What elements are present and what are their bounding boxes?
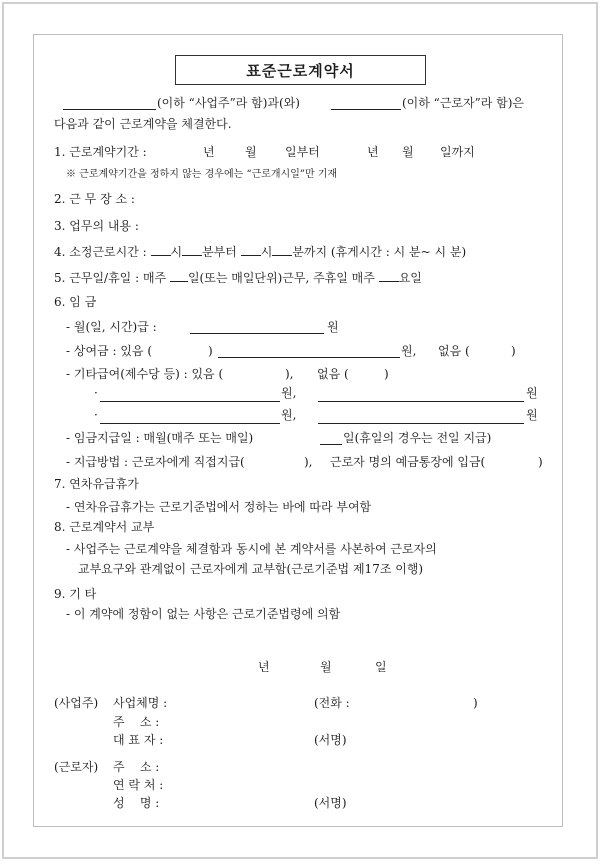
s6-other-close: ),	[285, 367, 294, 381]
s6-bonus-label: - 상여금 : 있음 (	[66, 344, 152, 358]
intro-line2: 다음과 같이 근로계약을 체결한다.	[54, 117, 232, 131]
worker-name-label: 성 명 :	[113, 796, 160, 810]
s1-day1: 일부터	[285, 145, 320, 159]
s1-month2: 월	[402, 145, 414, 159]
s6-other-dot2: ·	[94, 408, 98, 422]
s4-end-min-blank	[272, 244, 292, 256]
s1-day2: 일까지	[440, 145, 475, 159]
s6-payday-blank	[320, 433, 342, 445]
s6-method-label: - 지급방법 : 근로자에게 직접지급(	[66, 455, 245, 469]
worker-address-label: 주 소 :	[113, 760, 160, 774]
s6-method-bank-close: )	[538, 455, 543, 469]
s6-other-none-close: )	[384, 367, 389, 381]
employer-phone-close: )	[473, 696, 478, 710]
s4-row	[54, 244, 466, 259]
s3-label: 3. 업무의 내용 :	[54, 219, 139, 233]
s4-until-break: 분까지 (휴게시간 : 시 분~ 시 분)	[292, 245, 467, 259]
s6-other-item3-won: 원,	[281, 408, 297, 422]
s9-label: 9. 기 타	[54, 587, 97, 601]
employer-sign: (서명)	[314, 733, 347, 747]
s6-bonus-won: 원,	[401, 344, 417, 358]
s8-text1: - 사업주는 근로계약을 체결함과 동시에 본 계약서를 사본하여 근로자의	[66, 542, 437, 556]
s4-start-min-blank	[182, 244, 202, 256]
s1-month1: 월	[245, 145, 257, 159]
s6-bonus-none: 없음 (	[438, 344, 470, 358]
s4-hour2: 시	[260, 245, 273, 259]
s9-text: - 이 계약에 정함이 없는 사항은 근로기준법령에 의함	[66, 607, 341, 621]
s6-payday-note: 일(휴일의 경우는 전일 지급)	[343, 431, 492, 445]
s6-wage-unit: 원	[327, 320, 339, 334]
s4-from: 분부터	[202, 245, 241, 259]
worker-sign: (서명)	[314, 796, 347, 810]
s6-wage-label: - 월(일, 시간)급 :	[66, 320, 157, 334]
s6-wage-blank	[190, 322, 324, 334]
s1-label: 1. 근로계약기간 :	[54, 145, 147, 159]
s1-year2: 년	[367, 145, 379, 159]
s7-text: - 연차유급휴가는 근로기준법에서 정하는 바에 따라 부여함	[66, 500, 372, 514]
s6-method-bank: 근로자 명의 예금통장에 입금(	[330, 455, 486, 469]
s5-row	[54, 270, 422, 285]
s6-other-item1-won: 원,	[281, 386, 297, 400]
s6-bonus-none-close: )	[511, 344, 516, 358]
s6-other-item3-blank	[100, 412, 280, 424]
s6-other-item4-blank	[318, 412, 524, 424]
employer-role: (사업주)	[54, 696, 99, 710]
s6-bonus-close: )	[208, 344, 213, 358]
s5-label: 5. 근무일/휴일 : 매주	[54, 271, 170, 285]
s1-year1: 년	[203, 145, 215, 159]
sign-date-year: 년	[258, 660, 270, 674]
s2-label: 2. 근 무 장 소 :	[54, 192, 135, 206]
s6-payday-label: - 임금지급일 : 매월(매주 또는 매일)	[66, 431, 254, 445]
s5-holiday-blank	[379, 270, 399, 282]
s8-text2: 교부요구와 관계없이 근로자에게 교부함(근로기준법 제17조 이행)	[78, 562, 424, 576]
s6-other-item4-won: 원	[526, 408, 538, 422]
worker-name-blank	[331, 98, 401, 110]
s1-note: ※ 근로계약기간을 정하지 않는 경우에는 “근로개시일”만 기재	[66, 169, 338, 180]
s6-other-none: 없음 (	[317, 367, 349, 381]
document-title: 표준근로계약서	[175, 55, 426, 85]
worker-contact-label: 연 락 처 :	[113, 778, 164, 792]
employer-name-blank	[63, 98, 156, 110]
s5-weekday: 요일	[398, 271, 422, 285]
s4-start-hour-blank	[151, 244, 171, 256]
s7-label: 7. 연차유급휴가	[54, 477, 139, 491]
s5-days-blank	[170, 270, 188, 282]
worker-role: (근로자)	[54, 760, 99, 774]
intro-worker-text: (이하 “근로자”라 함)은	[402, 96, 524, 110]
employer-address-label: 주 소 :	[113, 715, 160, 729]
employer-business-label: 사업체명 :	[113, 696, 168, 710]
s6-label: 6. 임 금	[54, 295, 97, 309]
s4-end-hour-blank	[241, 244, 261, 256]
s6-bonus-blank	[218, 346, 400, 358]
s6-other-label: - 기타급여(제수당 등) : 있음 (	[66, 367, 224, 381]
s4-label: 4. 소정근로시간 :	[54, 245, 151, 259]
s4-hour1: 시	[170, 245, 183, 259]
s6-other-item1-blank	[100, 390, 280, 402]
s5-mid: 일(또는 매일단위)근무, 주휴일 매주	[187, 271, 379, 285]
employer-rep-label: 대 표 자 :	[113, 733, 164, 747]
intro-employer-text: (이하 “사업주”라 함)과(와)	[157, 96, 300, 110]
s6-other-dot1: ·	[94, 386, 98, 400]
sign-date-month: 월	[320, 660, 332, 674]
s6-other-item2-blank	[318, 390, 524, 402]
sign-date-day: 일	[375, 660, 387, 674]
s6-other-item2-won: 원	[526, 386, 538, 400]
s8-label: 8. 근로계약서 교부	[54, 520, 155, 534]
s6-method-close: ),	[304, 455, 313, 469]
employer-phone-label: (전화 :	[314, 696, 350, 710]
